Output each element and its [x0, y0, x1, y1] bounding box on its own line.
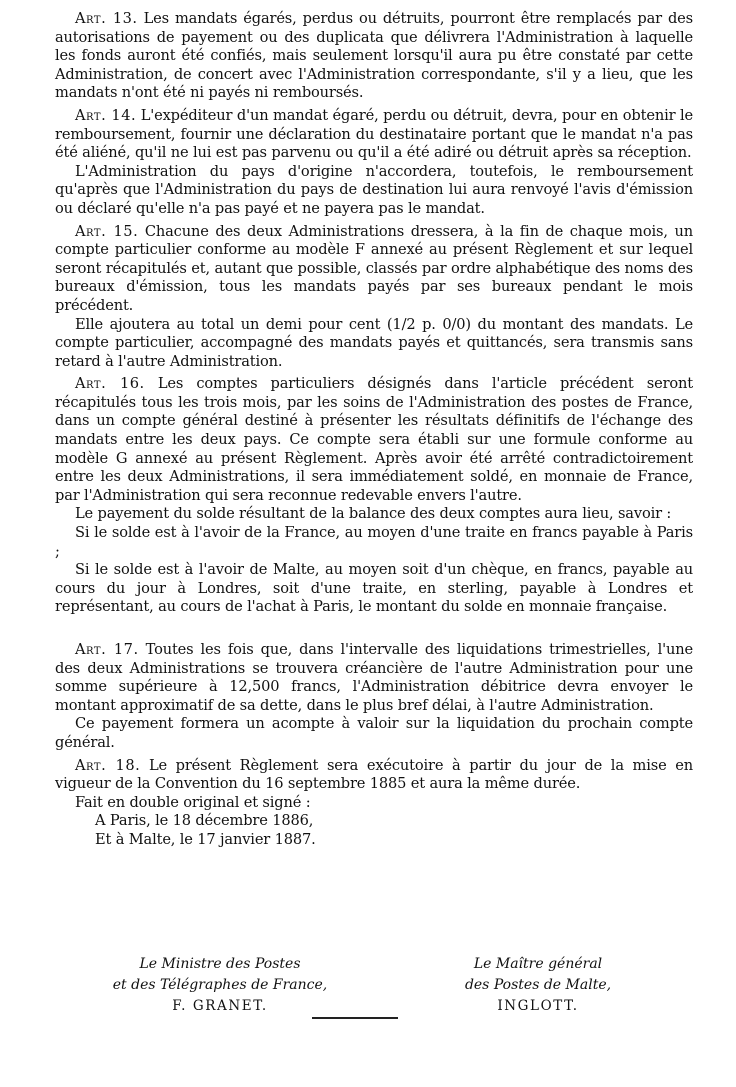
- article-text: L'expéditeur d'un mandat égaré, perdu ou détruit, devra, pour en obtenir le remboursement, fournir une déclaration du destinataire portant que le mandat n'a pas été aliéné, qu'il ne lui est pas parvenu ou qu'il a été adiré ou détruit après sa réception.: [55, 106, 693, 162]
- paragraph: Ce payement formera un acompte à valoir sur la liquidation du prochain compte général.: [55, 715, 693, 751]
- closing-malta: Et à Malte, le 17 janvier 1887.: [95, 830, 316, 848]
- article-label: Art. 18.: [75, 756, 141, 774]
- signature-title: et des Télégraphes de France,: [112, 977, 328, 993]
- article-18: [55, 757, 693, 794]
- signature-left: [90, 954, 350, 1017]
- signature-title: Le Maître général: [473, 956, 603, 972]
- article-13: [55, 10, 693, 103]
- paragraph: L'Administration du pays d'origine n'accordera, toutefois, le remboursement qu'après que l'Administration du pays de destination lui aura renvoyé l'avis d'émission ou déclaré qu'elle n'a pas payé et ne payera pas le mandat.: [55, 162, 693, 217]
- signature-title: Le Ministre des Postes: [139, 956, 301, 972]
- paragraph: Si le solde est à l'avoir de la France, au moyen d'une traite en francs payable à Paris ;: [55, 524, 693, 560]
- signature-right: [438, 954, 638, 1017]
- closing-paris: A Paris, le 18 décembre 1886,: [95, 812, 314, 830]
- article-text: Les comptes particuliers désignés dans l'article précédent seront récapitulés tous les trois mois, par les soins de l'Administration des postes de France, dans un compte général destiné à présenter les résultats définitifs de l'échange des mandats entre les deux pays. Ce compte sera établi sur une formule conforme au modèle G annexé au présent Règlement. Après avoir été arrêté contradictoirement entre les deux Administrations, il sera immédiatement soldé, en monnaie de France, par l'Administration qui sera reconnue redevable envers l'autre.: [55, 375, 694, 504]
- article-label: Art. 13.: [75, 10, 138, 27]
- article-label: Art. 16.: [75, 375, 145, 393]
- paragraph: Si le solde est à l'avoir de Malte, au moyen soit d'un chèque, en francs, payable au cours du jour à Londres, soit d'une traite, en sterling, payable à Londres et représentant, au cours de l'achat à Paris, le montant du solde en monnaie française.: [55, 561, 693, 616]
- article-text: Toutes les fois que, dans l'intervalle des liquidations trimestrielles, l'une des deux Administrations se trouvera créancière de l'autre Administration pour une somme supérieure à 12,500 francs, l'Administration débitrice devra envoyer le montant approximatif de sa dette, dans le plus bref délai, à l'autre Administration.: [55, 641, 693, 714]
- article-text: Le présent Règlement sera exécutoire à partir du jour de la mise en vigueur de la Convention du 16 septembre 1885 et aura la même durée.: [55, 756, 693, 793]
- signature-name: F. GRANET.: [172, 998, 268, 1014]
- paragraph: Elle ajoutera au total un demi pour cent (1/2 p. 0/0) du montant des mandats. Le compte particulier, accompagné des mandats payés et quittancés, sera transmis sans retard à l'autre Administration.: [55, 315, 693, 370]
- document-page: [55, 10, 693, 850]
- divider-rule: [312, 1017, 398, 1019]
- article-17: [55, 641, 693, 715]
- article-label: Art. 14.: [75, 106, 137, 124]
- article-label: Art. 17.: [75, 641, 139, 658]
- signature-title: des Postes de Malte,: [464, 977, 612, 993]
- article-14: [55, 107, 693, 163]
- signature-name: INGLOTT.: [497, 998, 579, 1014]
- article-16: [55, 375, 693, 505]
- article-text: Les mandats égarés, perdus ou détruits, pourront être remplacés par des autorisations de payement ou des duplicata que délivrera l'Administration à laquelle les fonds auront été confiés, mais seulement lorsqu'il aura pu être constaté par cette Administration, de concert avec l'Administration correspondante, s'il y a lieu, que les mandats n'ont été ni payés ni remboursés.: [55, 10, 693, 102]
- article-text: Chacune des deux Administrations dressera, à la fin de chaque mois, un compte particulier conforme au modèle F annexé au présent Règlement et sur lequel seront récapitulés et, autant que possible, classés par ordre alphabétique des noms des bureaux d'émission, tous les mandats payés par ses bureaux pendant le mois précédent.: [55, 222, 693, 314]
- closing-made: Fait en double original et signé :: [75, 793, 311, 811]
- paragraph: Le payement du solde résultant de la balance des deux comptes aura lieu, savoir :: [75, 505, 672, 523]
- article-15: [55, 223, 693, 316]
- article-label: Art. 15.: [75, 222, 139, 240]
